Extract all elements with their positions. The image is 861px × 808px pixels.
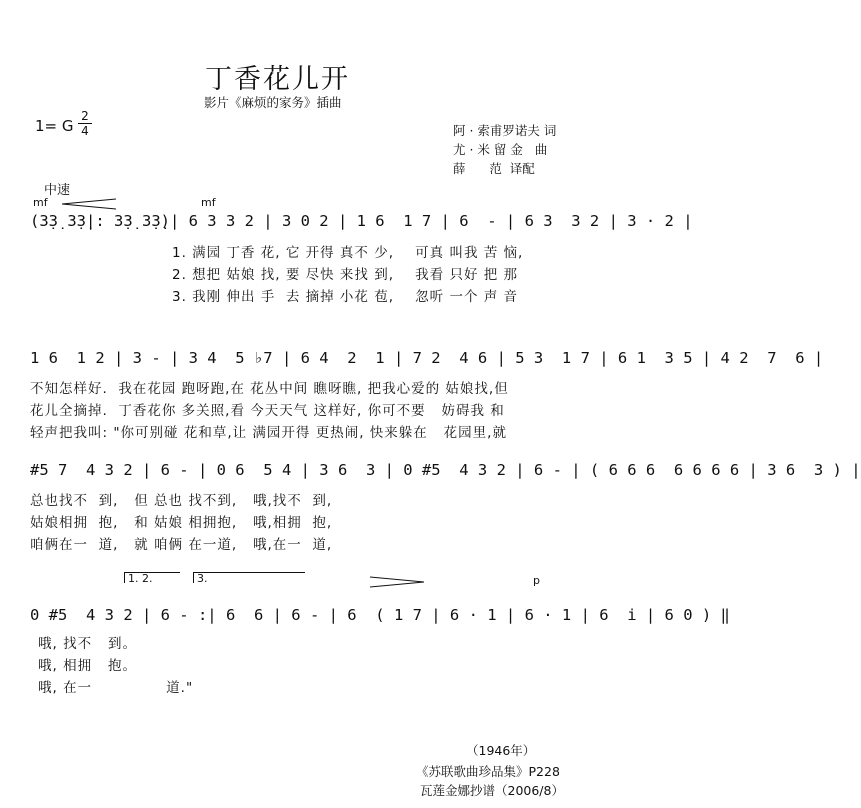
volta-first-ending: 1. 2.: [124, 572, 180, 583]
time-signature-top: 2: [81, 109, 89, 123]
song-title: 丁香花儿开: [205, 64, 350, 95]
lyric-line-3-verse-1: 总也找不 到, 但 总也 找不到, 哦,找不 到,: [30, 493, 333, 509]
translator-credit: 薛 范 译配: [453, 161, 535, 176]
song-subtitle: 影片《麻烦的家务》插曲: [204, 95, 342, 110]
notation-line-1: (3̣3̣ 3̣3̣|: 3̣3̣ 3̣3̣)| 6 3 3 2 | 3 0 2 | 1 6 1 7 | 6 - | 6 3 3 2 | 3 · 2 |: [30, 212, 693, 230]
volta-second-ending: 3.: [193, 572, 305, 583]
lyric-line-1-verse-3: 3. 我刚 伸出 手 去 摘掉 小花 苞, 忽听 一个 声 音: [172, 289, 519, 305]
lyric-line-2-verse-1: 不知怎样好. 我在花园 跑呀跑,在 花丛中间 瞧呀瞧, 把我心爱的 姑娘找,但: [30, 381, 509, 397]
source-note: 《苏联歌曲珍品集》P228: [416, 764, 560, 779]
lyric-line-4-verse-1: 哦, 找不 到。: [38, 636, 137, 652]
dynamic-mf-2: mf: [201, 196, 216, 209]
dynamic-p: p: [533, 574, 540, 587]
time-signature-bottom: 4: [81, 124, 89, 138]
lyric-line-3-verse-2: 姑娘相拥 抱, 和 姑娘 相拥抱, 哦,相拥 抱,: [30, 515, 333, 531]
lyric-line-1-verse-2: 2. 想把 姑娘 找, 要 尽快 来找 到, 我看 只好 把 那: [172, 267, 519, 283]
time-signature: [78, 110, 92, 137]
lyric-line-2-verse-2: 花儿全摘掉. 丁香花你 多关照,看 今天天气 这样好, 你可不要 妨碍我 和: [30, 403, 505, 419]
lyric-line-4-verse-3: 哦, 在一 道.": [38, 680, 194, 696]
tempo-marking: 中速: [44, 183, 71, 198]
lyric-line-3-verse-3: 咱俩在一 道, 就 咱俩 在一道, 哦,在一 道,: [30, 537, 333, 553]
decrescendo-hairpin: [368, 576, 426, 588]
notation-line-4: 0 #5 4 3 2 | 6 - :| 6 6 | 6 - | 6 ( 1 7 | 6 · 1 | 6 · 1 | 6 i | 6 0 ) ‖: [30, 606, 730, 624]
transcriber-note: 瓦莲金娜抄谱（2006/8）: [420, 783, 564, 798]
lyric-line-1-verse-1: 1. 满园 丁香 花, 它 开得 真不 少, 可真 叫我 苦 恼,: [172, 245, 524, 261]
dynamic-mf-1: mf: [33, 196, 48, 209]
notation-line-3: #5 7 4 3 2 | 6 - | 0 6 5 4 | 3 6 3 | 0 #5 4 3 2 | 6 - | ( 6 6 6 6 6 6 6 | 3 6 3 ) |: [30, 461, 861, 479]
composer-credit: 尤 · 米 留 金 曲: [453, 142, 548, 157]
lyric-line-4-verse-2: 哦, 相拥 抱。: [38, 658, 137, 674]
lyric-line-2-verse-3: 轻声把我叫: "你可别碰 花和草,让 满园开得 更热闹, 快来躲在 花园里,就: [30, 425, 507, 441]
lyricist-credit: 阿 · 索甫罗诺夫 词: [453, 123, 557, 138]
crescendo-hairpin-1: [60, 198, 118, 210]
notation-line-2: 1 6 1 2 | 3 - | 3 4 5 ♭7 | 6 4 2 1 | 7 2 4 6 | 5 3 1 7 | 6 1 3 5 | 4 2 7 6 |: [30, 349, 824, 367]
key-signature: 1= G: [35, 117, 74, 135]
year-note: （1946年）: [466, 743, 536, 758]
